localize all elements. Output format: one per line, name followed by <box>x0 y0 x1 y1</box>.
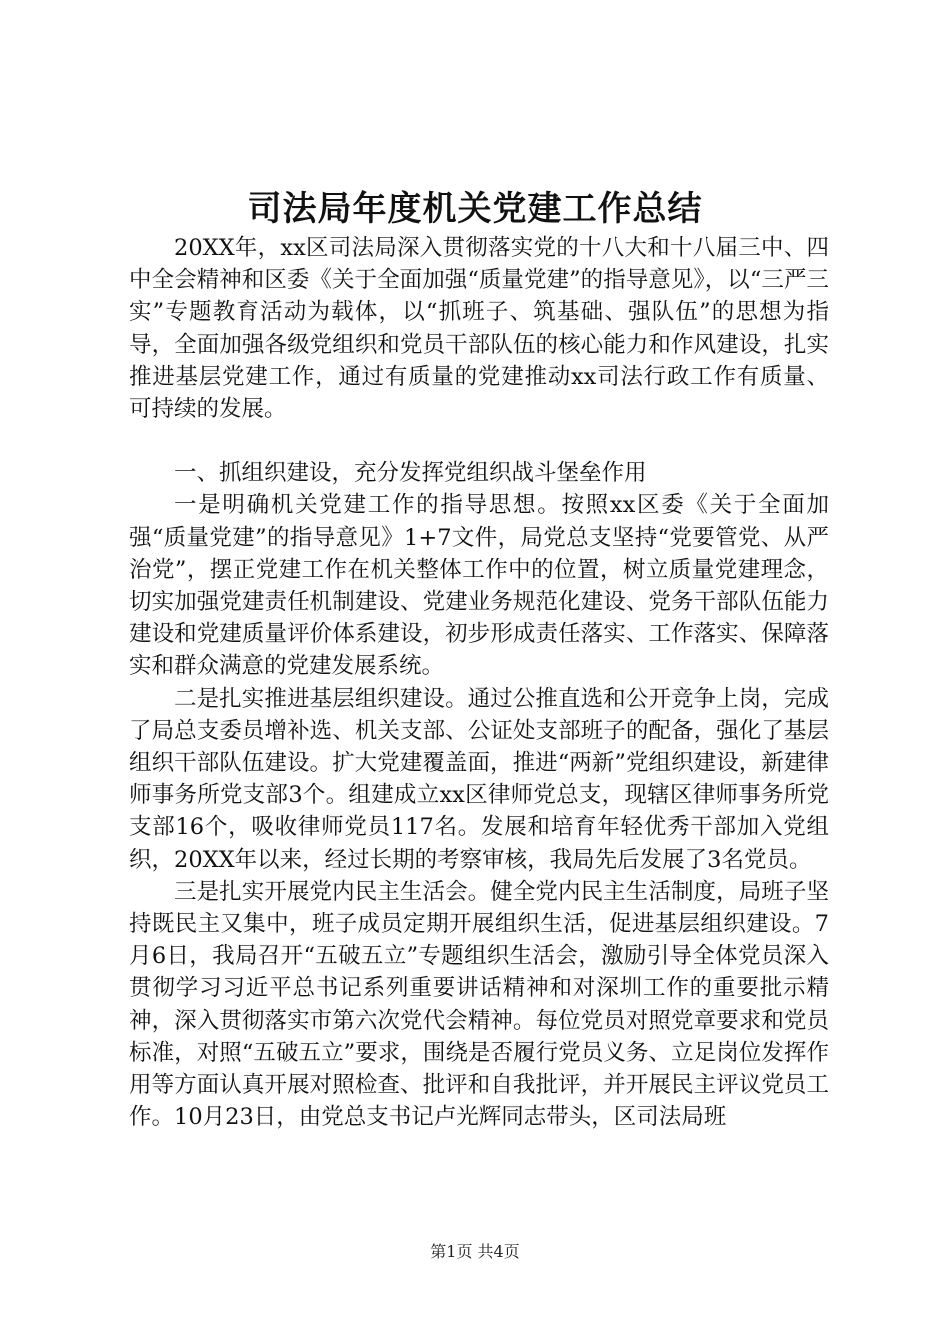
page-number-footer: 第1页 共4页 <box>430 1242 520 1261</box>
document-body <box>129 232 829 1133</box>
body-paragraph: 三是扎实开展党内民主生活会。健全党内民主生活制度，局班子坚持既民主又集中，班子成员定期开展组织生活，促进基层组织建设。7月6日，我局召开“五破五立”专题组织生活会，激励引导全体党员深入贯彻学习习近平总书记系列重要讲话精神和对深圳工作的重要批示精神，深入贯彻落实市第六次党代会精神。每位党员对照党章要求和党员标准，对照“五破五立”要求，围绕是否履行党员义务、立足岗位发挥作用等方面认真开展对照检查、批评和自我批评，并开展民主评议党员工作。10月23日，由党总支书记卢光辉同志带头，区司法局班 <box>129 878 829 1131</box>
body-paragraph: 二是扎实推进基层组织建设。通过公推直选和公开竞争上岗，完成了局总支委员增补选、机关支部、公证处支部班子的配备，强化了基层组织干部队伍建设。扩大党建覆盖面，推进“两新”党组织建设，新建律师事务所党支部3个。组建成立xx区律师党总支，现辖区律师事务所党支部16个，吸收律师党员117名。发展和培育年轻优秀干部加入党组织，20XX年以来，经过长期的考察审核，我局先后发展了3名党员。 <box>129 685 829 873</box>
document-title: 司法局年度机关党建工作总结 <box>247 189 703 229</box>
section-heading: 一、抓组织建设，充分发挥党组织战斗堡垒作用 <box>174 460 647 487</box>
body-paragraph: 一是明确机关党建工作的指导思想。按照xx区委《关于全面加强“质量党建”的指导意见》1+7文件，局党总支坚持“党要管党、从严治党”，摆正党建工作在机关整体工作中的位置，树立质量党建理念，切实加强党建责任机制建设、党建业务规范化建设、党务干部队伍能力建设和党建质量评价体系建设，初步形成责任落实、工作落实、保障落实和群众满意的党建发展系统。 <box>129 492 829 680</box>
intro-paragraph: 20XX年，xx区司法局深入贯彻落实党的十八大和十八届三中、四中全会精神和区委《关于全面加强“质量党建”的指导意见》，以“三严三实”专题教育活动为载体，以“抓班子、筑基础、强队伍”的思想为指导，全面加强各级党组织和党员干部队伍的核心能力和作风建设，扎实推进基层党建工作，通过有质量的党建推动xx司法行政工作有质量、可持续的发展。 <box>129 235 829 423</box>
